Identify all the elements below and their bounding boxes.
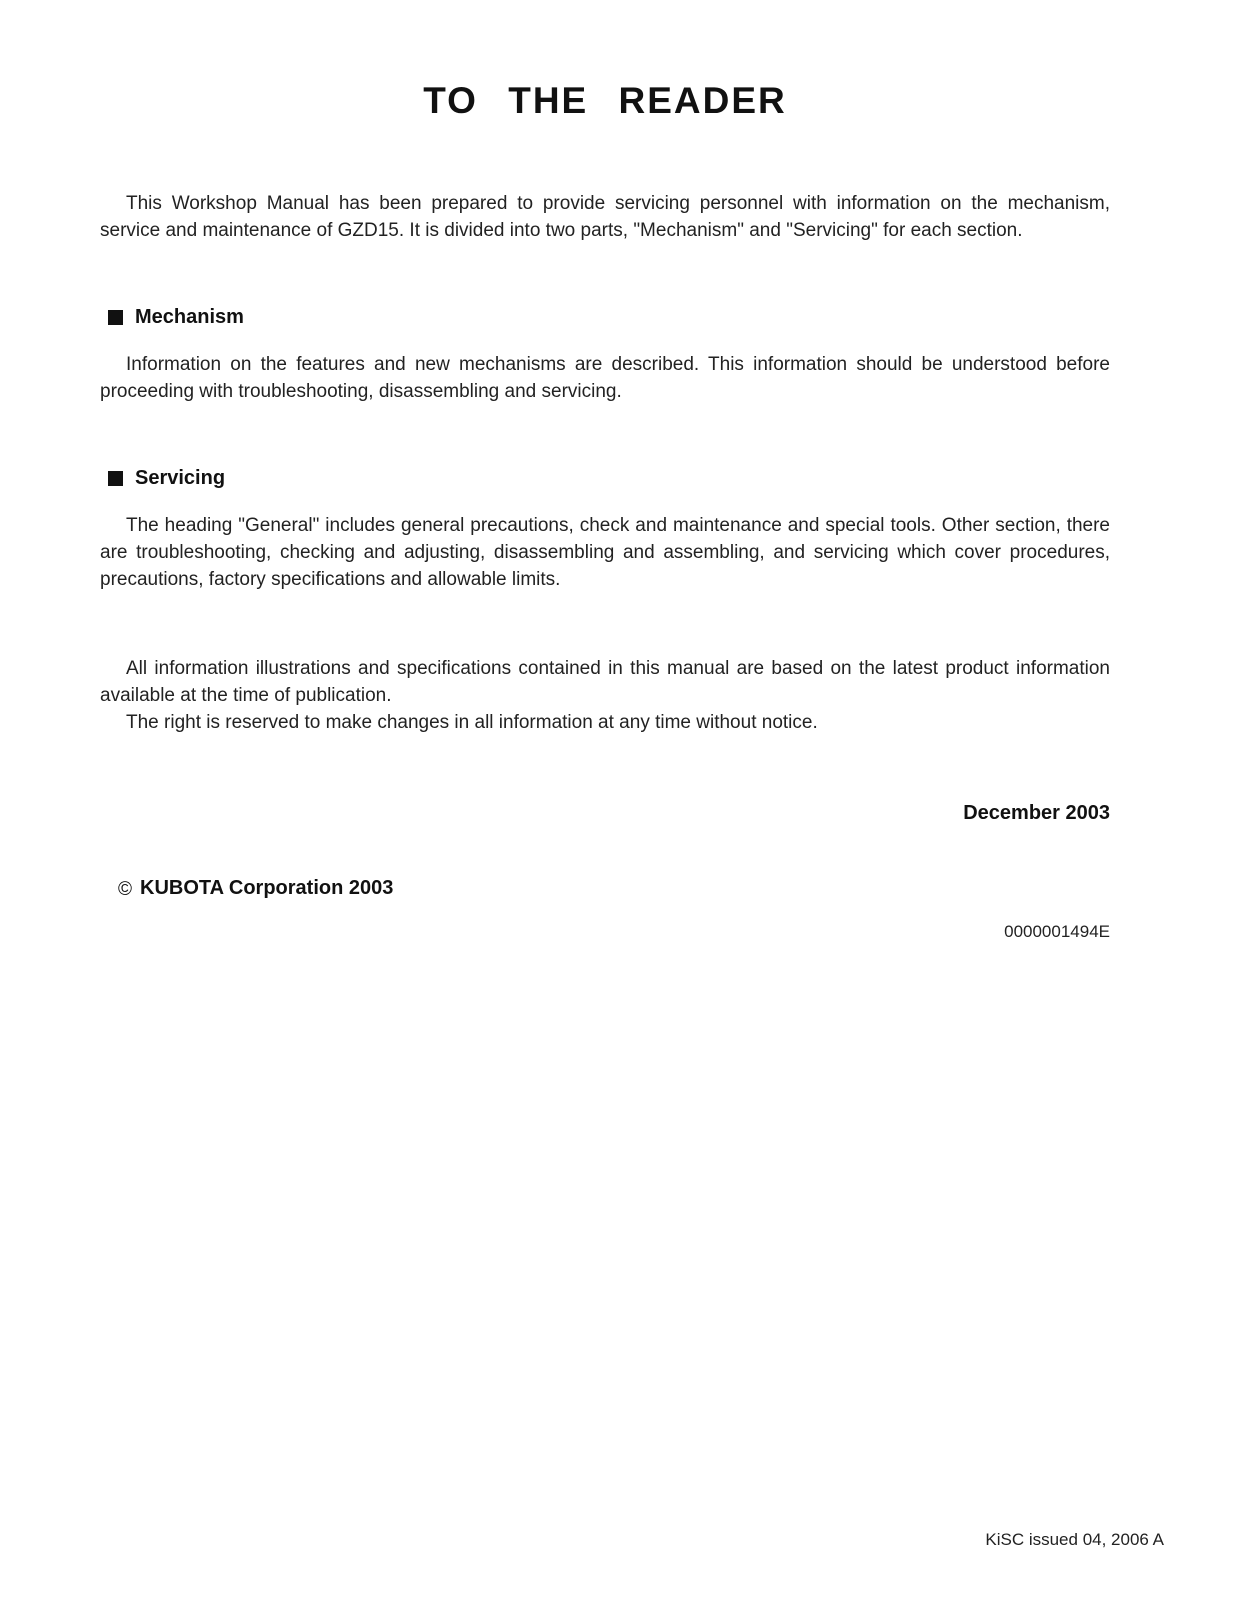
page-title: TO THE READER [423, 80, 787, 121]
closing-section [100, 655, 1110, 736]
copyright-line [118, 877, 1110, 900]
intro-section [100, 190, 1110, 244]
section-heading-mechanism [108, 306, 1110, 329]
section-heading-servicing [108, 467, 1110, 490]
closing-paragraph-2: The right is reserved to make changes in all information at any time without notice. [126, 712, 818, 733]
copyright-icon: © [118, 878, 132, 900]
section-body-servicing: The heading "General" includes general precautions, check and maintenance and special tools. Other section, there are troubleshooting, checking and adjusting, disassembling and assembling, and servicing which cover procedures, precautions, factory specifications and allowable limits. [100, 515, 1110, 590]
publication-date: December 2003 [963, 802, 1110, 824]
closing-paragraph-1: All information illustrations and specifications contained in this manual are based on the latest product information available at the time of publication. [100, 658, 1110, 706]
section-heading-label: Servicing [135, 467, 226, 489]
section-servicing [100, 467, 1110, 593]
copyright-text: KUBOTA Corporation 2003 [140, 877, 394, 899]
footer-issue-note: KiSC issued 04, 2006 A [985, 1530, 1164, 1549]
section-heading-label: Mechanism [135, 306, 244, 328]
square-bullet-icon [108, 471, 123, 486]
intro-paragraph: This Workshop Manual has been prepared to provide servicing personnel with information on the mechanism, service and maintenance of GZD15. It is divided into two parts, "Mechanism" and "Servicing" for each section. [100, 193, 1110, 241]
section-mechanism [100, 306, 1110, 405]
square-bullet-icon [108, 310, 123, 325]
document-number: 0000001494E [1004, 922, 1110, 941]
section-body-mechanism: Information on the features and new mechanisms are described. This information should be understood before proceeding with troubleshooting, disassembling and servicing. [100, 354, 1110, 402]
